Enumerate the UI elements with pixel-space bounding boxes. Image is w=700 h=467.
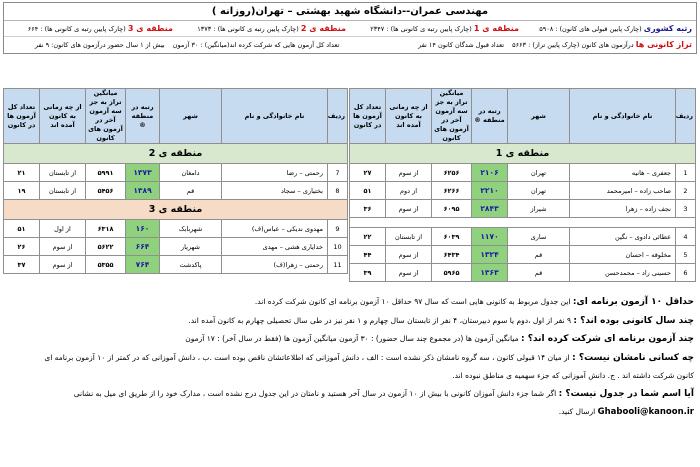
table-row: [4, 220, 348, 238]
table-header-row: [350, 89, 696, 144]
table-row: [4, 164, 348, 182]
avg-taraz: ۵۹۹۱: [86, 164, 126, 182]
row-number: 11: [328, 256, 348, 274]
total-exams: ۵۱: [4, 220, 40, 238]
avg-taraz: ۶۲۵۶: [432, 164, 472, 182]
city: دامغان: [160, 164, 222, 182]
region-rank: ۷۶۴: [126, 256, 160, 274]
zone1-title-row: [350, 144, 696, 164]
table-row: [350, 182, 696, 200]
col-rank: رتبه در منطقه ®: [126, 89, 160, 144]
table-row: [350, 264, 696, 282]
accepted-count: تعداد قبول شدگان کانون ۱۴ نفر: [418, 41, 505, 49]
zone2-title-row: [4, 144, 348, 164]
student-name: جعفری – هانیه: [570, 164, 676, 182]
region2-label: منطقه ی 2: [300, 24, 346, 33]
note-years: [6, 312, 694, 331]
student-name: صاحب زاده – امیرمحمد: [570, 182, 676, 200]
row-number: 1: [676, 164, 696, 182]
region2-summary: [177, 21, 350, 36]
table-row: [350, 228, 696, 246]
total-exams: ۲۶: [4, 238, 40, 256]
joined-since: از سوم: [40, 256, 86, 274]
col-name: نام خانوادگی و نام: [222, 89, 328, 144]
taraz-text: درآزمون های کانون (چارک پایین تراز) : ۵۶۶۳: [512, 41, 634, 49]
city: قم: [160, 182, 222, 200]
avg-taraz: ۵۹۶۵: [432, 264, 472, 282]
table-row: [350, 200, 696, 218]
note-text: ۹ نفر از اول ،دوم یا سوم دبیرستان، ۴ نفر از تابستان سال چهارم و ۱ نفر نیز در طی سال تحصیلی چهارم به کانون آمده اند.: [188, 315, 574, 325]
summary-row-1: [4, 21, 696, 37]
region-rank: ۱۳۷۳: [126, 164, 160, 182]
col-city: شهر: [508, 89, 570, 144]
email-link[interactable]: Ghabooli@kanoon.ir: [597, 407, 694, 417]
zone1b-rows: [350, 228, 696, 282]
note-tail: ارسال کنید.: [558, 407, 598, 416]
region3-label: منطقه ی 3: [127, 24, 173, 33]
row-number: 7: [328, 164, 348, 182]
joined-since: از سوم: [386, 164, 432, 182]
note-text: از میان ۱۴ قبولی کانون ، سه گروه نامشان ذکر نشده است : الف ، دانش آموزانی که اطلاعاتشان ناقص بوده است .ب ، دانش آموزانی که در کمتر از ۱۰ آزمون برنامه ای: [44, 352, 573, 362]
zone1-rows: [350, 164, 696, 218]
region1-label: منطقه ی 1: [473, 24, 519, 33]
table-header-row: [4, 89, 348, 144]
note-label: حداقل ۱۰ آزمون برنامه ای:: [572, 297, 694, 307]
row-number: 10: [328, 238, 348, 256]
table-row: [4, 256, 348, 274]
note-not-listed: [6, 385, 694, 404]
city: قم: [508, 246, 570, 264]
note-label: چند سال کانونی بوده اند؟ :: [573, 315, 694, 326]
col-since: از چه زمانی به کانون آمده اند: [40, 89, 86, 144]
summary-header: [3, 2, 697, 54]
city: شیراز: [508, 200, 570, 218]
note-text: این جدول مربوط به کانونی هایی است که سال ۹۷ حداقل ۱۰ آزمون برنامه ای کانون شرکت کرده اند.: [254, 297, 573, 306]
joined-since: از اول: [40, 220, 86, 238]
note-label: چند آزمون برنامه ای شرکت کرده اند؟ :: [520, 334, 694, 344]
row-number: 2: [676, 182, 696, 200]
region-rank: ۶۶۴: [126, 238, 160, 256]
zone23-table: [3, 88, 348, 274]
zone1-gap: [350, 218, 696, 228]
col-row: ردیف: [328, 89, 348, 144]
avg-taraz: ۵۳۵۵: [86, 256, 126, 274]
region3-text: (چارک پایین رتبه ی کانونی ها) : ۶۶۴: [27, 25, 126, 33]
region-rank: ۲۸۴۳: [472, 200, 508, 218]
col-total: تعداد کل آزمون ها در کانون: [350, 89, 386, 144]
city: شهریار: [160, 238, 222, 256]
joined-since: از سوم: [40, 238, 86, 256]
avg-taraz: ۶۲۶۶: [432, 182, 472, 200]
region-rank: ۲۲۱۰: [472, 182, 508, 200]
total-exams: ۴۴: [350, 246, 386, 264]
avg-taraz: ۶۴۳۴: [432, 246, 472, 264]
region2-text: (چارک پایین رتبه ی کانونی ها) : ۱۳۷۳: [197, 25, 299, 33]
region-rank: ۱۳۶۳: [472, 264, 508, 282]
rank-country-text: (چارک پایین قبولی های کانون) : ۵۹۰۸: [539, 25, 642, 33]
zone3-title: منطقه ی 3: [4, 200, 348, 220]
total-exams: ۵۱: [350, 182, 386, 200]
col-name: نام خانوادگی و نام: [570, 89, 676, 144]
joined-since: از تابستان: [40, 164, 86, 182]
student-name: خدایاری هشی – مهدی: [222, 238, 328, 256]
note-text: اگر شما جزء دانش آموزان کانونی با بیش از ۱۰ آزمون در سال آخر هستید و نامتان در این جدول درج نشده است ، مدارک خود را از طریق ای میل به نشانی: [73, 388, 559, 398]
region-rank: ۱۳۲۴: [472, 246, 508, 264]
taraz-label: تراز کانونی ها: [635, 40, 692, 49]
joined-since: از دوم: [386, 182, 432, 200]
joined-since: از تابستان: [386, 228, 432, 246]
joined-since: از تابستان: [40, 182, 86, 200]
joined-since: از سوم: [386, 200, 432, 218]
row-number: 9: [328, 220, 348, 238]
avg-taraz: ۶۰۹۵: [432, 200, 472, 218]
zone1-title: منطقه ی 1: [350, 144, 696, 164]
exam-count: تعداد کل آزمون هایی که شرکت کرده اند(میانگین) : ۳۰ آزمون: [172, 41, 340, 49]
note-label: آیا اسم شما در جدول نیست؟ :: [558, 388, 694, 399]
row-number: 5: [676, 246, 696, 264]
region1-text: (چارک پایین رتبه ی کانونی ها) : ۲۳۴۷: [370, 25, 472, 33]
region1-summary: [350, 21, 523, 36]
student-name: بختیاری – سجاد: [222, 182, 328, 200]
student-name: نجف زاده – زهرا: [570, 200, 676, 218]
city: تهران: [508, 164, 570, 182]
row-number: 8: [328, 182, 348, 200]
total-exams: ۲۷: [350, 164, 386, 182]
page-title: مهندسی عمران--دانشگاه شهید بهشتی – تهران(روزانه ): [4, 3, 696, 21]
note-missing-cont: کانون شرکت داشته اند . ج. دانش آموزانی که جزء سهمیه ی مناطق نبوده اند.: [452, 371, 694, 380]
total-exams: ۲۱: [4, 164, 40, 182]
note-email-line: [6, 403, 694, 422]
student-name: عطائی دادوی – نگین: [570, 228, 676, 246]
region3-summary: [4, 21, 177, 36]
zone3-title-row: [4, 200, 348, 220]
table-row: [350, 164, 696, 182]
col-since: از چه زمانی به کانون آمده اند: [386, 89, 432, 144]
region-rank: ۲۱۰۶: [472, 164, 508, 182]
city: تهران: [508, 182, 570, 200]
avg-taraz: ۵۴۵۶: [86, 182, 126, 200]
table-row: [4, 238, 348, 256]
student-name: مخلوقه – احسان: [570, 246, 676, 264]
note-label: چه کسانی نامشان نیست؟ :: [572, 352, 694, 363]
city: قم: [508, 264, 570, 282]
taraz-summary: [508, 37, 696, 53]
zone3-rows: [4, 220, 348, 274]
col-total: تعداد کل آزمون ها در کانون: [4, 89, 40, 144]
avg-taraz: ۶۳۱۸: [86, 220, 126, 238]
summary-row-2: [4, 37, 696, 53]
col-city: شهر: [160, 89, 222, 144]
col-rank: رتبه در منطقه ®: [472, 89, 508, 144]
note-text: میانگین آزمون ها (در مجموع چند سال حضور) : ۳۰ آزمون میانگین آزمون ها (فقط در سال آخر) : ۱۷ آزمون: [185, 334, 521, 343]
avg-taraz: ۵۶۲۲: [86, 238, 126, 256]
col-avg: میانگین تراز به جز سه آزمون آخر در آزمون های کانون: [432, 89, 472, 144]
rank-country-label: رتبه کشوری: [643, 24, 692, 33]
note-exam-count: [6, 330, 694, 349]
city: شهربابک: [160, 220, 222, 238]
student-name: حسینی راد – محمدحسن: [570, 264, 676, 282]
total-exams: ۳۹: [350, 264, 386, 282]
row-number: 3: [676, 200, 696, 218]
total-exams: ۲۲: [350, 228, 386, 246]
note-missing: [6, 349, 694, 368]
zone2-rows: [4, 164, 348, 200]
min-attend: بیش از ۱ سال حضور درآزمون های کانون: ۹ نفر: [34, 41, 165, 49]
total-exams: ۳۶: [350, 200, 386, 218]
region-rank: ۱۱۷۰: [472, 228, 508, 246]
student-name: رحمتی – رضا: [222, 164, 328, 182]
total-exams: ۳۷: [4, 256, 40, 274]
col-avg: میانگین تراز به جز سه آزمون آخر در آزمون های کانون: [86, 89, 126, 144]
region-rank: ۱۶۰: [126, 220, 160, 238]
row-number: 4: [676, 228, 696, 246]
note-min-exams: [6, 293, 694, 312]
zone1-table: [349, 88, 696, 282]
rank-country: [523, 21, 696, 36]
city: پاکدشت: [160, 256, 222, 274]
student-name: رحمتی – زهرا(ف): [222, 256, 328, 274]
zone2-title: منطقه ی 2: [4, 144, 348, 164]
joined-since: از سوم: [386, 246, 432, 264]
avg-taraz: ۶۰۳۹: [432, 228, 472, 246]
region-rank: ۱۳۸۹: [126, 182, 160, 200]
student-name: مهدوی ندیکی – عباس(ف): [222, 220, 328, 238]
table-row: [350, 246, 696, 264]
notes-section: [6, 293, 694, 422]
city: ساری: [508, 228, 570, 246]
joined-since: از سوم: [386, 264, 432, 282]
table-row: [4, 182, 348, 200]
row-number: 6: [676, 264, 696, 282]
col-row: ردیف: [676, 89, 696, 144]
total-exams: ۱۹: [4, 182, 40, 200]
